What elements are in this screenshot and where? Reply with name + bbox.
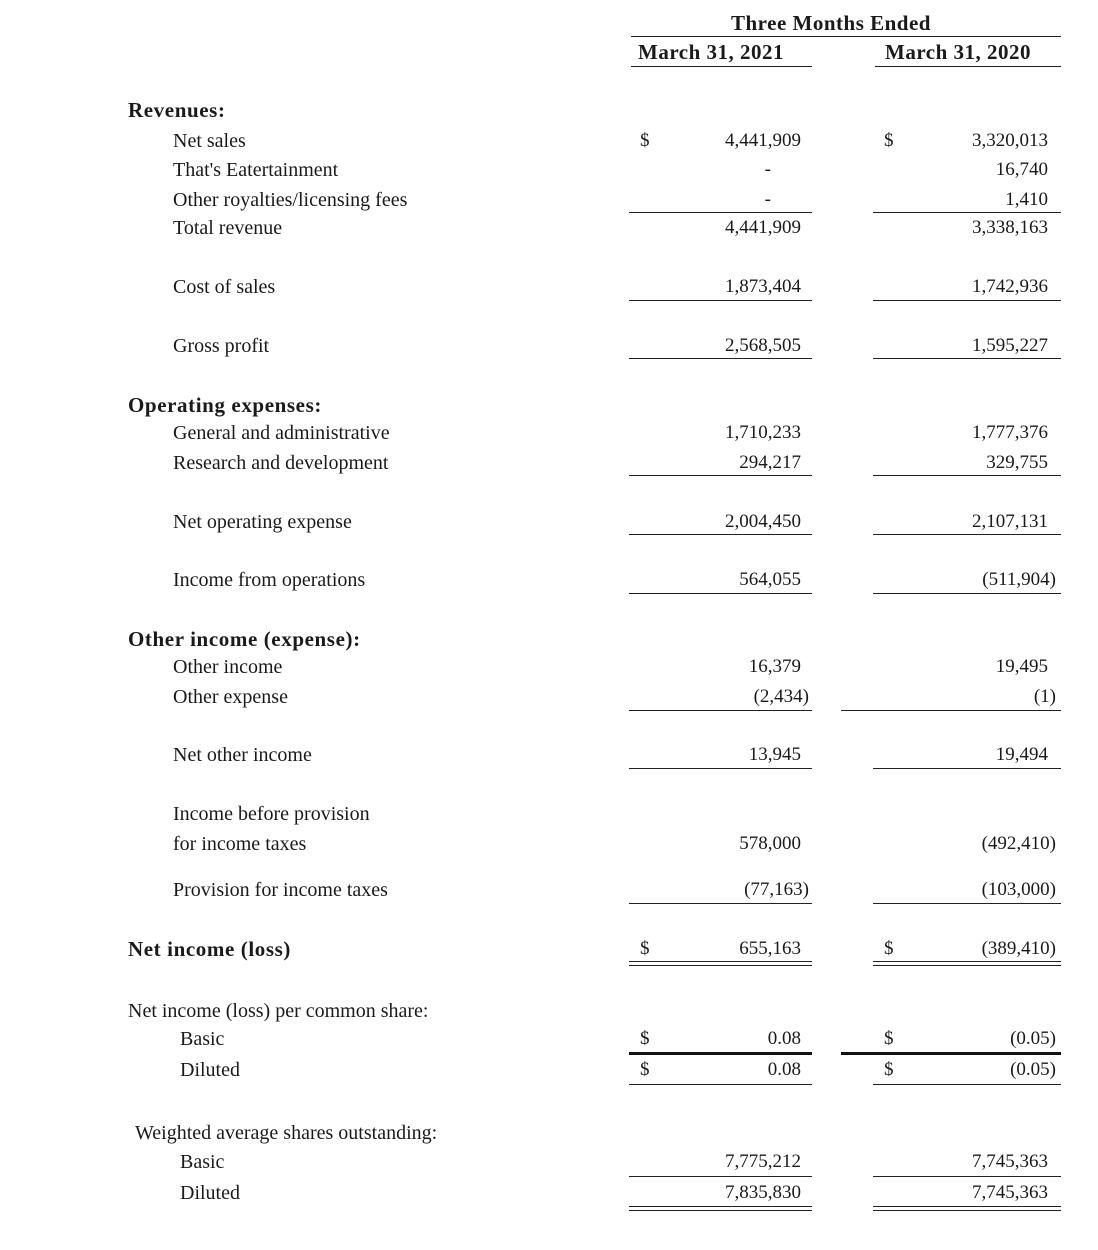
value-2020: 1,777,376: [972, 422, 1048, 443]
rule: [841, 710, 1061, 711]
value-2020: 7,745,363: [972, 1182, 1048, 1203]
dollar-sign: $: [640, 1059, 650, 1080]
value-2020: 16,740: [995, 159, 1048, 180]
row-label-shares-diluted: Diluted: [180, 1182, 240, 1204]
value-2020: (0.05): [1010, 1059, 1056, 1080]
double-rule-top: [873, 1206, 1061, 1207]
value-2020: (103,000): [981, 879, 1056, 900]
double-rule-bottom: [629, 1210, 812, 1211]
double-rule-top: [873, 961, 1061, 962]
value-2021: 13,945: [748, 744, 801, 765]
row-label-other-expense: Other expense: [173, 686, 288, 708]
value-2020: 329,755: [986, 452, 1048, 473]
value-2020: (492,410): [981, 833, 1056, 854]
rule: [629, 903, 812, 904]
value-2020: 1,595,227: [972, 335, 1048, 356]
rule: [873, 593, 1061, 594]
value-2020: 1,410: [1005, 189, 1048, 210]
value-2020: (511,904): [982, 569, 1056, 590]
thick-rule: [841, 1052, 1061, 1055]
value-2021: 2,004,450: [725, 511, 801, 532]
value-2021: 7,835,830: [725, 1182, 801, 1203]
row-label-net-sales: Net sales: [173, 130, 246, 152]
column-header-2021: March 31, 2021: [638, 40, 785, 64]
row-label-research-development: Research and development: [173, 452, 389, 474]
rule: [873, 300, 1061, 301]
value-2021: (77,163): [744, 879, 809, 900]
row-label-other-royalties: Other royalties/licensing fees: [173, 189, 408, 211]
rule: [629, 768, 812, 769]
value-2021: 4,441,909: [725, 217, 801, 238]
value-2021: 655,163: [739, 938, 801, 959]
value-2021: 0.08: [767, 1028, 801, 1049]
value-2020: 2,107,131: [972, 511, 1048, 532]
row-label-income-from-operations: Income from operations: [173, 569, 366, 591]
value-2021: 2,568,505: [725, 335, 801, 356]
row-label-eps-basic: Basic: [180, 1028, 225, 1050]
value-2021: 294,217: [739, 452, 801, 473]
row-label-general-admin: General and administrative: [173, 422, 390, 444]
rule: [873, 768, 1061, 769]
rule: [629, 593, 812, 594]
value-2021: -: [764, 189, 771, 210]
value-2020: 3,320,013: [972, 130, 1048, 151]
value-2020: (389,410): [981, 938, 1056, 959]
section-eps: Net income (loss) per common share:: [128, 1000, 429, 1022]
row-label-shares-basic: Basic: [180, 1151, 225, 1173]
col1-header-underline: [631, 66, 812, 67]
row-label-eps-diluted: Diluted: [180, 1059, 240, 1081]
value-2021: 7,775,212: [725, 1151, 801, 1172]
dollar-sign: $: [640, 938, 650, 959]
double-rule-top: [629, 961, 812, 962]
rule: [873, 212, 1061, 213]
period-underline: [631, 36, 1061, 37]
section-weighted-shares: Weighted average shares outstanding:: [135, 1122, 438, 1144]
value-2021: (2,434): [753, 686, 809, 707]
dollar-sign: $: [884, 1059, 894, 1080]
value-2020: 1,742,936: [972, 276, 1048, 297]
dollar-sign: $: [884, 130, 894, 151]
rule: [629, 1176, 812, 1177]
dollar-sign: $: [884, 938, 894, 959]
row-label-gross-profit: Gross profit: [173, 335, 270, 357]
row-label-net-operating-expense: Net operating expense: [173, 511, 352, 533]
double-rule-bottom: [873, 1210, 1061, 1211]
rule: [873, 475, 1061, 476]
value-2021: 16,379: [748, 656, 801, 677]
value-2020: (1): [1033, 686, 1056, 707]
rule: [629, 212, 812, 213]
row-label-total-revenue: Total revenue: [173, 217, 283, 239]
rule: [873, 1084, 1061, 1085]
row-label-other-income: Other income: [173, 656, 283, 678]
rule: [873, 534, 1061, 535]
value-2020: (0.05): [1010, 1028, 1056, 1049]
dollar-sign: $: [884, 1028, 894, 1049]
col2-header-underline: [875, 66, 1061, 67]
double-rule-bottom: [873, 965, 1061, 966]
double-rule-top: [629, 1206, 812, 1207]
rule: [873, 358, 1061, 359]
value-2020: 3,338,163: [972, 217, 1048, 238]
thick-rule: [629, 1052, 812, 1055]
dollar-sign: $: [640, 130, 650, 151]
value-2021: 0.08: [767, 1059, 801, 1080]
value-2021: 4,441,909: [725, 130, 801, 151]
row-label-net-income: Net income (loss): [128, 937, 291, 961]
row-label-income-before-provision-1: Income before provision: [173, 803, 370, 825]
value-2021: -: [764, 159, 771, 180]
double-rule-bottom: [629, 965, 812, 966]
rule: [873, 1176, 1061, 1177]
rule: [629, 1084, 812, 1085]
rule: [629, 358, 812, 359]
rule: [629, 710, 812, 711]
column-header-2020: March 31, 2020: [885, 40, 1032, 64]
row-label-provision-income-taxes: Provision for income taxes: [173, 879, 388, 901]
dollar-sign: $: [640, 1028, 650, 1049]
rule: [629, 475, 812, 476]
section-other-income-expense: Other income (expense):: [128, 627, 361, 651]
row-label-cost-of-sales: Cost of sales: [173, 276, 276, 298]
value-2021: 578,000: [739, 833, 801, 854]
value-2021: 564,055: [739, 569, 801, 590]
value-2020: 7,745,363: [972, 1151, 1048, 1172]
value-2020: 19,494: [995, 744, 1048, 765]
value-2020: 19,495: [995, 656, 1048, 677]
rule: [629, 534, 812, 535]
value-2021: 1,710,233: [725, 422, 801, 443]
value-2021: 1,873,404: [725, 276, 801, 297]
rule: [629, 300, 812, 301]
row-label-thats-eatertainment: That's Eatertainment: [173, 159, 339, 181]
row-label-net-other-income: Net other income: [173, 744, 312, 766]
row-label-income-before-provision-2: for income taxes: [173, 833, 307, 855]
period-header: Three Months Ended: [731, 11, 931, 35]
rule: [873, 903, 1061, 904]
section-operating-expenses: Operating expenses:: [128, 393, 322, 417]
section-revenues: Revenues:: [128, 98, 226, 122]
